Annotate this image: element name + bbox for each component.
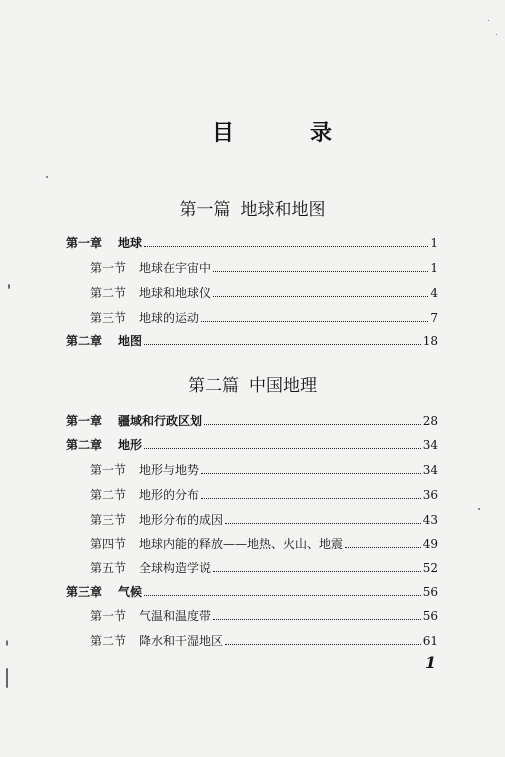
entry-number: 第一节 (90, 261, 127, 275)
entry-page: 7 (430, 311, 438, 325)
entry-number: 第一节 (90, 609, 127, 623)
entry-title: 气候 (118, 585, 143, 599)
entry-page: 52 (422, 561, 438, 575)
entry-number: 第二节 (90, 634, 127, 648)
leader-dots (201, 498, 421, 499)
leader-dots (213, 271, 428, 272)
toc-entry-section[interactable] (90, 461, 438, 479)
entry-title: 地球的运动 (139, 311, 200, 325)
part-number: 第二篇 (188, 376, 239, 396)
entry-title: 气温和温度带 (139, 609, 212, 623)
scan-speck (6, 668, 8, 688)
entry-title: 全球构造学说 (139, 561, 212, 575)
page-number: 1 (425, 653, 437, 672)
toc-entry-section[interactable] (90, 511, 438, 529)
entry-page: 36 (422, 488, 438, 502)
toc-entry-section[interactable] (90, 535, 438, 553)
entry-number: 第三节 (90, 513, 127, 527)
part-heading-1 (0, 200, 505, 220)
leader-dots (144, 595, 421, 596)
entry-number: 第三节 (90, 311, 127, 325)
toc-entry-chapter[interactable] (66, 436, 438, 454)
entry-number: 第二章 (66, 438, 103, 452)
entry-title: 地球和地球仪 (139, 286, 212, 300)
entry-number: 第二节 (90, 286, 127, 300)
entry-title: 地形 (118, 438, 143, 452)
entry-page: 49 (422, 537, 438, 551)
entry-page: 61 (422, 634, 438, 648)
entry-title: 地球内能的释放——地热、火山、地震 (139, 537, 344, 551)
toc-entry-chapter[interactable] (66, 583, 438, 601)
scan-speck (8, 284, 10, 289)
entry-title: 地形的分布 (139, 488, 200, 502)
part-number: 第一篇 (179, 200, 231, 220)
leader-dots (213, 296, 428, 297)
leader-dots (144, 344, 421, 345)
entry-title: 地形与地势 (139, 463, 200, 477)
leader-dots (225, 523, 421, 524)
scan-speck (6, 640, 8, 646)
title-char-right: 录 (309, 121, 332, 146)
page-title (212, 116, 332, 147)
entry-page: 28 (422, 414, 438, 428)
leader-dots (204, 424, 421, 425)
toc-entry-chapter[interactable] (66, 412, 438, 430)
part-name: 中国地理 (249, 376, 317, 396)
leader-dots (213, 571, 421, 572)
entry-page: 34 (422, 438, 438, 452)
leader-dots (201, 473, 421, 474)
entry-title: 疆域和行政区划 (118, 414, 203, 428)
scan-speck (478, 508, 480, 510)
entry-number: 第二章 (66, 334, 103, 348)
toc-entry-section[interactable] (90, 309, 438, 327)
part-name: 地球和地图 (240, 200, 326, 220)
leader-dots (225, 644, 421, 645)
entry-page: 43 (422, 513, 438, 527)
toc-entry-section[interactable] (90, 607, 438, 625)
entry-page: 56 (422, 585, 438, 599)
leader-dots (144, 448, 421, 449)
entry-title: 地球 (118, 236, 143, 250)
entry-number: 第一节 (90, 463, 127, 477)
leader-dots (213, 619, 421, 620)
part-heading-2 (0, 376, 505, 396)
leader-dots (201, 321, 428, 322)
scan-speck (46, 176, 48, 178)
toc-entry-section[interactable] (90, 486, 438, 504)
entry-page: 1 (430, 236, 438, 250)
entry-page: 1 (430, 261, 438, 275)
entry-number: 第三章 (66, 585, 103, 599)
entry-number: 第四节 (90, 537, 127, 551)
toc-entry-chapter[interactable] (66, 332, 438, 350)
leader-dots (345, 547, 421, 548)
entry-page: 56 (422, 609, 438, 623)
toc-entry-section[interactable] (90, 632, 438, 650)
toc-entry-section[interactable] (90, 284, 438, 302)
scan-speck (496, 34, 497, 35)
toc-entry-section[interactable] (90, 259, 438, 277)
entry-page: 18 (422, 334, 438, 348)
entry-page: 34 (422, 463, 438, 477)
entry-number: 第二节 (90, 488, 127, 502)
entry-number: 第一章 (66, 236, 103, 250)
entry-number: 第一章 (66, 414, 103, 428)
entry-title: 降水和干湿地区 (139, 634, 224, 648)
entry-number: 第五节 (90, 561, 127, 575)
title-char-left: 目 (212, 121, 235, 146)
entry-title: 地球在宇宙中 (139, 261, 212, 275)
toc-entry-chapter[interactable] (66, 234, 438, 252)
entry-page: 4 (430, 286, 438, 300)
entry-title: 地形分布的成因 (139, 513, 224, 527)
leader-dots (144, 246, 428, 247)
entry-title: 地图 (118, 334, 143, 348)
scan-speck (488, 20, 489, 21)
toc-entry-section[interactable] (90, 559, 438, 577)
